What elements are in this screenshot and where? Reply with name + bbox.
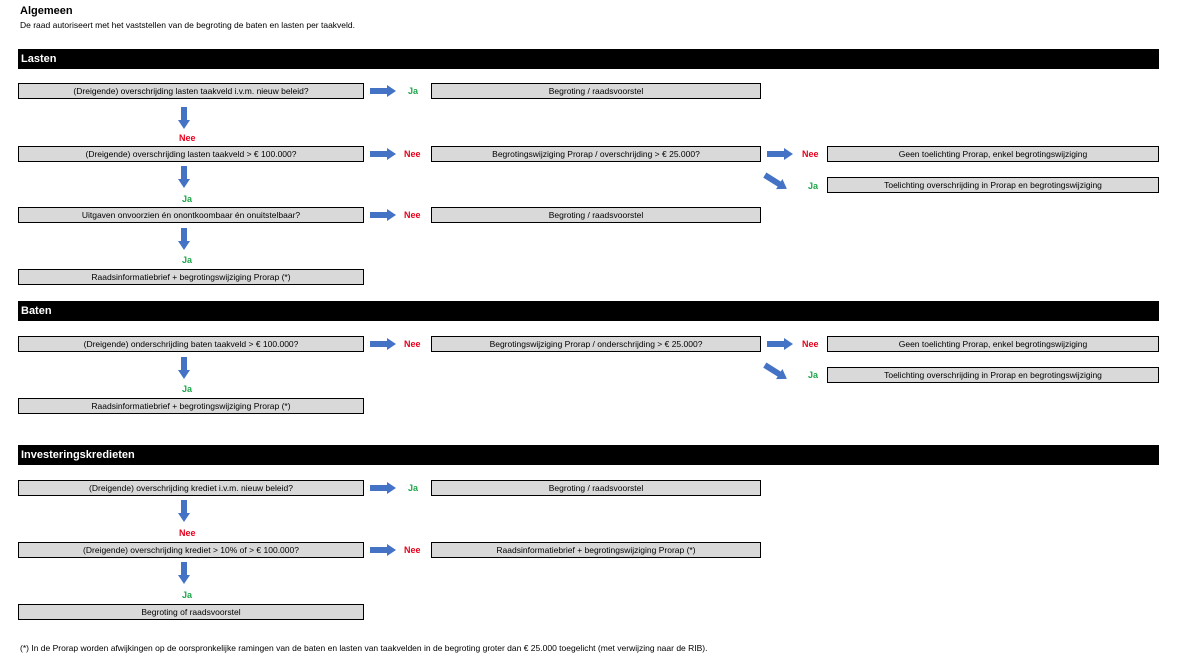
ja-label: Ja	[182, 194, 193, 204]
section-header-investeringskredieten: Investeringskredieten	[18, 445, 1159, 465]
krediet-question-nieuw-beleid: (Dreigende) overschrijding krediet i.v.m. nieuw beleid?	[18, 480, 364, 496]
nee-label: Nee	[404, 545, 421, 555]
ja-label: Ja	[808, 370, 819, 380]
right-arrow-icon	[767, 338, 793, 350]
page-subtitle: De raad autoriseert met het vaststellen van de begroting de baten en lasten per taakveld.	[20, 20, 356, 30]
right-arrow-icon	[370, 544, 396, 556]
nee-label: Nee	[802, 339, 819, 349]
footnote: (*) In de Prorap worden afwijkingen op de oorspronkelijke ramingen van de baten en lasten van taakvelden in de begroting groter dan € 25.000 toegelicht (met verwijzing naar de RIB).	[20, 643, 708, 653]
lasten-result-geen-toelichting: Geen toelichting Prorap, enkel begrotingswijziging	[827, 146, 1159, 162]
lasten-result-rib: Raadsinformatiebrief + begrotingswijziging Prorap (*)	[18, 269, 364, 285]
lasten-result-toelichting: Toelichting overschrijding in Prorap en begrotingswijziging	[827, 177, 1159, 193]
right-arrow-icon	[370, 209, 396, 221]
ja-label: Ja	[808, 181, 819, 191]
diagonal-arrow-icon	[768, 167, 794, 187]
nee-label: Nee	[404, 339, 421, 349]
down-arrow-icon	[178, 107, 190, 129]
down-arrow-icon	[178, 166, 190, 188]
down-arrow-icon	[178, 500, 190, 522]
krediet-result-begroting-of-raadsvoorstel: Begroting of raadsvoorstel	[18, 604, 364, 620]
right-arrow-icon	[370, 148, 396, 160]
nee-label: Nee	[404, 149, 421, 159]
lasten-question-onvoorzien: Uitgaven onvoorzien én onontkoombaar én onuitstelbaar?	[18, 207, 364, 223]
right-arrow-icon	[370, 482, 396, 494]
section-header-baten: Baten	[18, 301, 1159, 321]
lasten-result-begroting-2: Begroting / raadsvoorstel	[431, 207, 761, 223]
ja-label: Ja	[408, 86, 419, 96]
down-arrow-icon	[178, 562, 190, 584]
lasten-question-25000: Begrotingswijziging Prorap / overschrijding > € 25.000?	[431, 146, 761, 162]
right-arrow-icon	[767, 148, 793, 160]
lasten-question-nieuw-beleid: (Dreigende) overschrijding lasten taakveld i.v.m. nieuw beleid?	[18, 83, 364, 99]
baten-question-100000: (Dreigende) onderschrijding baten taakveld > € 100.000?	[18, 336, 364, 352]
ja-label: Ja	[182, 384, 193, 394]
baten-result-geen-toelichting: Geen toelichting Prorap, enkel begrotingswijziging	[827, 336, 1159, 352]
nee-label: Nee	[404, 210, 421, 220]
down-arrow-icon	[178, 228, 190, 250]
nee-label: Nee	[179, 528, 196, 538]
krediet-question-10-procent: (Dreigende) overschrijding krediet > 10% of > € 100.000?	[18, 542, 364, 558]
ja-label: Ja	[408, 483, 419, 493]
nee-label: Nee	[802, 149, 819, 159]
right-arrow-icon	[370, 85, 396, 97]
section-header-lasten: Lasten	[18, 49, 1159, 69]
lasten-result-begroting: Begroting / raadsvoorstel	[431, 83, 761, 99]
krediet-result-begroting: Begroting / raadsvoorstel	[431, 480, 761, 496]
page-title: Algemeen	[20, 5, 73, 17]
ja-label: Ja	[182, 255, 193, 265]
baten-question-25000: Begrotingswijziging Prorap / onderschrijding > € 25.000?	[431, 336, 761, 352]
down-arrow-icon	[178, 357, 190, 379]
baten-result-rib: Raadsinformatiebrief + begrotingswijziging Prorap (*)	[18, 398, 364, 414]
nee-label: Nee	[179, 133, 196, 143]
diagonal-arrow-icon	[768, 357, 794, 377]
right-arrow-icon	[370, 338, 396, 350]
krediet-result-rib: Raadsinformatiebrief + begrotingswijziging Prorap (*)	[431, 542, 761, 558]
ja-label: Ja	[182, 590, 193, 600]
baten-result-toelichting: Toelichting overschrijding in Prorap en begrotingswijziging	[827, 367, 1159, 383]
lasten-question-100000: (Dreigende) overschrijding lasten taakveld > € 100.000?	[18, 146, 364, 162]
